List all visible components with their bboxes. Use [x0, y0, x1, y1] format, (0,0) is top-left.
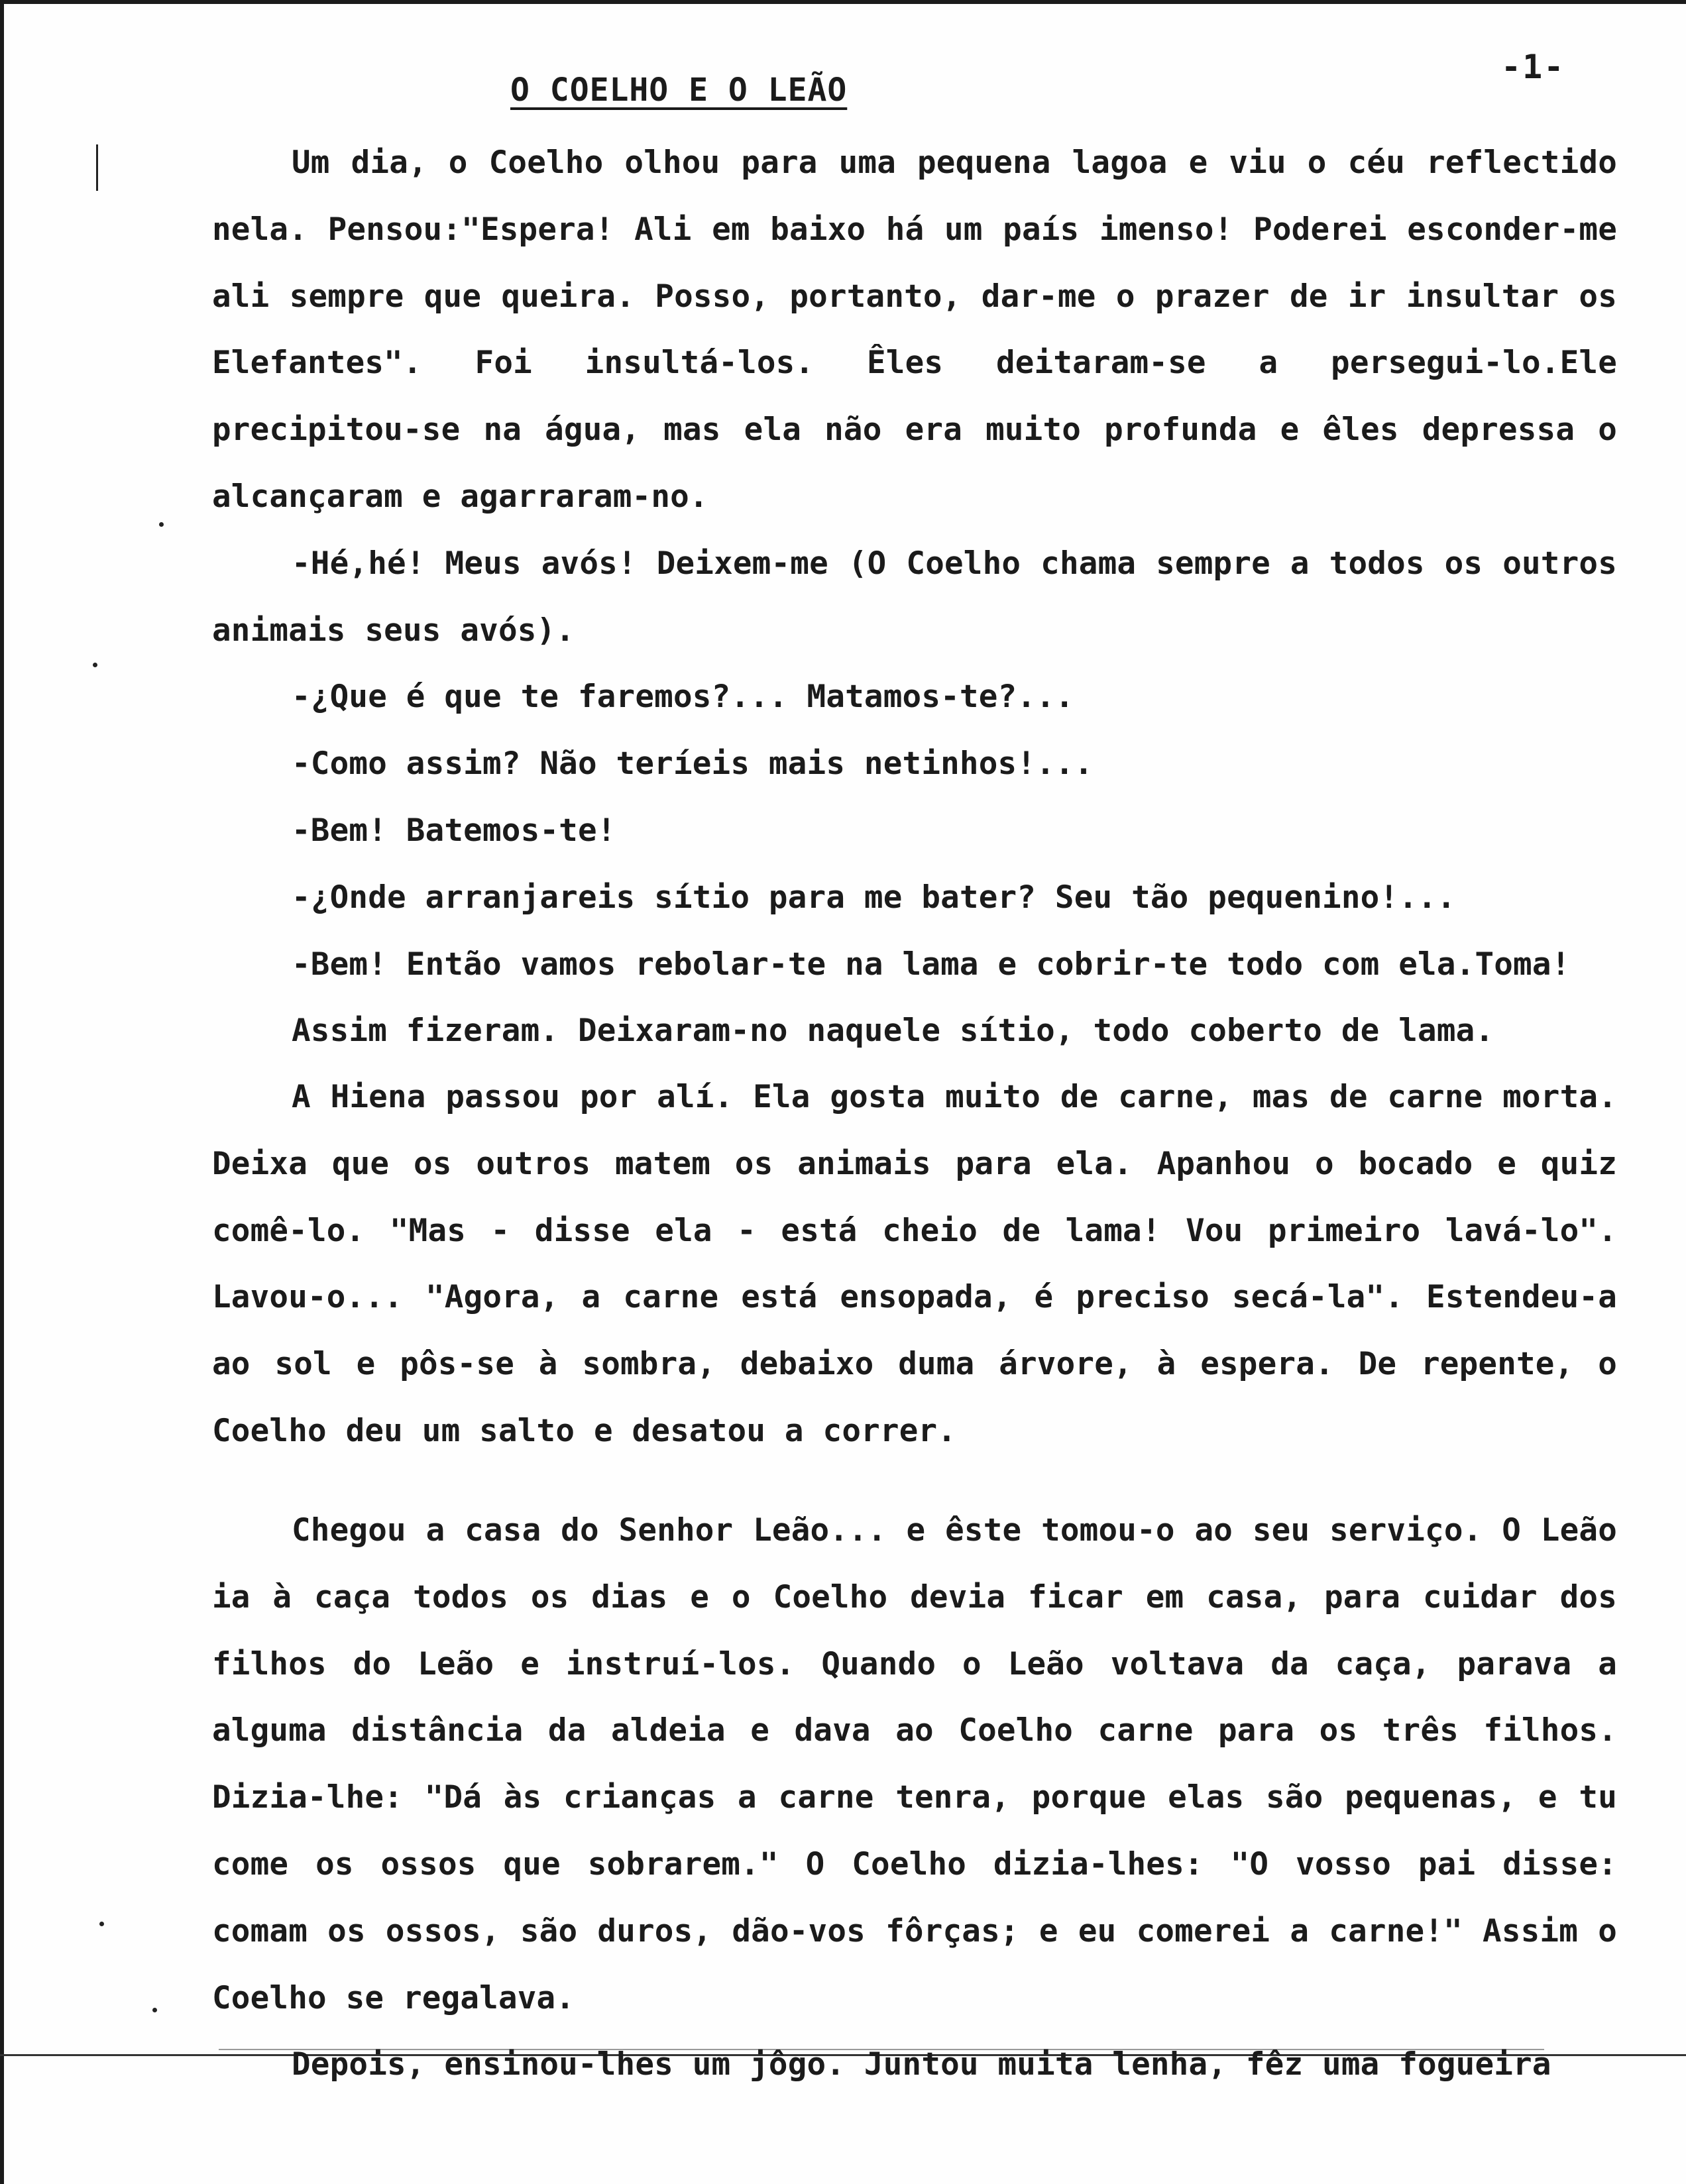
body-text-hiena	[212, 1064, 1617, 1465]
margin-speck	[159, 522, 164, 527]
margin-speck	[99, 1922, 104, 1926]
paragraph-4: A Hiena passou por alí. Ela gosta muito de carne, mas de carne morta. Deixa que os outros matem os animais para ela. Apanhou o bocado e quiz comê-lo. "Mas - disse ela - está cheio de lama! Vou primeiro lavá-lo". Lavou-o... "Agora, a carne está ensopada, é preciso secá-la". Estendeu-a ao sol e pôs-se à sombra, debaixo duma árvore, à espera. De repente, o Coelho deu um salto e desatou a correr.	[212, 1079, 1617, 1449]
margin-speck	[93, 663, 97, 667]
dialogue-line-1: -¿Que é que te faremos?... Matamos-te?...	[292, 679, 1074, 716]
dialogue-line-5: -Bem! Então vamos rebolar-te na lama e cobrir-te todo com ela.Toma!	[292, 946, 1571, 983]
dialogue-line-4: -¿Onde arranjareis sítio para me bater? Seu tão pequenino!...	[292, 879, 1456, 916]
paragraph-3: Assim fizeram. Deixaram-no naquele sítio, todo coberto de lama.	[292, 1012, 1494, 1050]
paragraph-5: Chegou a casa do Senhor Leão... e êste tomou-o ao seu serviço. O Leão ia à caça todos os dias e o Coelho devia ficar em casa, para cuidar dos filhos do Leão e instruí-los. Quando o Leão voltava da caça, parava a alguma distância da aldeia e dava ao Coelho carne para os três filhos. Dizia-lhe: "Dá às crianças a carne tenra, porque elas são pequenas, e tu come os ossos que sobrarem." O Coelho dizia-lhes: "O vosso pai disse: comam os ossos, são duros, dão-vos fôrças; e eu comerei a carne!" Assim o Coelho se regalava.	[212, 1512, 1617, 2016]
body-text	[212, 130, 1617, 1065]
margin-speck	[152, 2008, 157, 2012]
dialogue-line-2: -Como assim? Não teríeis mais netinhos!...	[292, 745, 1094, 783]
paragraph-1: Um dia, o Coelho olhou para uma pequena lagoa e viu o céu reflectido nela. Pensou:"Espera! Ali em baixo há um país imenso! Poderei esconder-me ali sempre que queira. Posso, portanto, dar-me o prazer de ir insultar os Elefantes". Foi insultá-los. Êles deitaram-se a persegui-lo.Ele precipitou-se na água, mas ela não era muito profunda e êles depressa o alcançaram e agarraram-no.	[212, 144, 1617, 515]
page-title: O COELHO E O LEÃO	[510, 72, 848, 109]
body-text-leao	[212, 1498, 1617, 2099]
dialogue-line-3: -Bem! Batemos-te!	[292, 812, 616, 849]
margin-mark	[96, 144, 98, 191]
page-number: -1-	[1501, 48, 1565, 86]
paragraph-2: -Hé,hé! Meus avós! Deixem-me (O Coelho chama sempre a todos os outros animais seus avós).	[212, 545, 1617, 649]
scan-border-left	[0, 0, 4, 2184]
paragraph-6: Depois, ensinou-lhes um jôgo. Juntou muita lenha, fêz uma fogueira	[292, 2046, 1551, 2083]
scan-border-top	[0, 0, 1686, 4]
